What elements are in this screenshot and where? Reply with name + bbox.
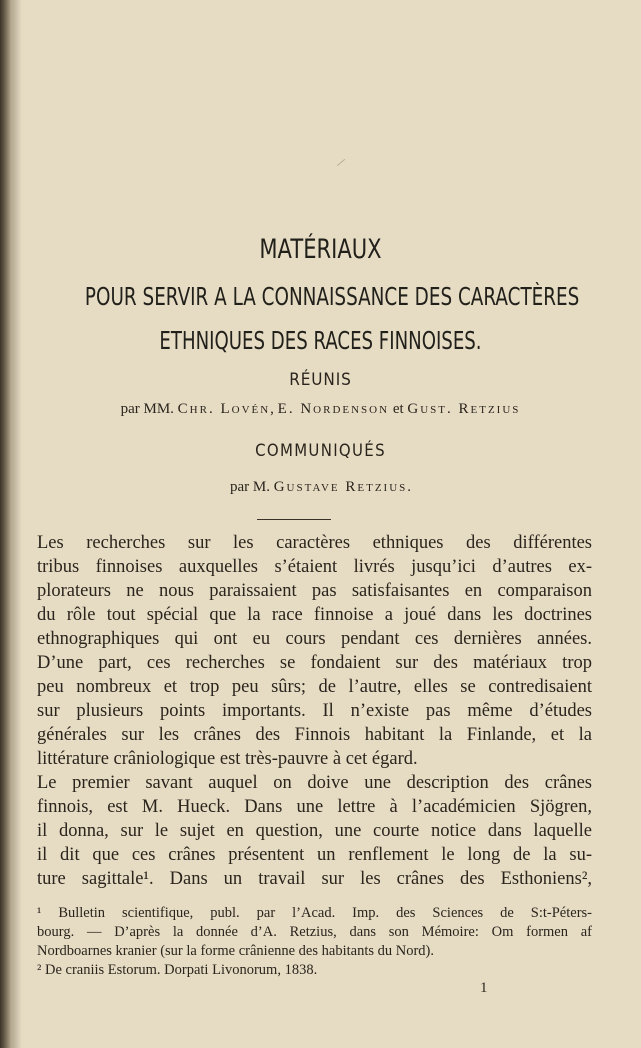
body-line: il donna, sur le sujet en question, une courte notice dans laquelle bbox=[37, 821, 592, 841]
page-number: 1 bbox=[480, 980, 488, 996]
pencil-mark bbox=[337, 159, 345, 166]
byline2-prefix: par M. bbox=[229, 479, 270, 495]
title-line-3: ETHNIQUES DES RACES FINNOISES. bbox=[159, 326, 482, 355]
authors-byline bbox=[0, 401, 641, 418]
body-line: plorateurs ne nous paraissaient pas satisfaisantes en comparaison bbox=[37, 581, 592, 601]
footnote-line: ¹ Bulletin scientifique, publ. par l’Acad. Imp. des Sciences de S:t-Péters- bbox=[37, 905, 592, 921]
byline-separator: et bbox=[389, 401, 408, 417]
divider-rule bbox=[257, 519, 331, 520]
body-line: D’une part, ces recherches se fondaient sur des matériaux trop bbox=[37, 653, 592, 673]
author-nordenson: E. Nordenson bbox=[277, 401, 390, 417]
body-line: sur plusieurs points importants. Il n’existe pas même d’études bbox=[37, 701, 592, 721]
body-line: peu nombreux et trop peu sûrs; de l’autre, elles se contredisaient bbox=[37, 677, 592, 697]
communicator-byline bbox=[0, 479, 641, 496]
footnote-line: ² De craniis Estorum. Dorpati Livonorum, 1838. bbox=[37, 962, 318, 978]
communiques-heading: COMMUNIQUÉS bbox=[255, 441, 386, 461]
author-gustave-retzius: Gustave Retzius bbox=[273, 479, 408, 495]
body-line: ethnographiques qui ont eu cours pendant ces dernières années. bbox=[37, 629, 592, 649]
author-retzius: Gust. Retzius bbox=[407, 401, 521, 417]
byline2-suffix: . bbox=[407, 479, 412, 495]
reunis-heading: RÉUNIS bbox=[289, 370, 352, 390]
body-line: Les recherches sur les caractères ethniques des différentes bbox=[37, 533, 592, 553]
body-line: ture sagittale¹. Dans un travail sur les crânes des Esthoniens², bbox=[37, 869, 592, 889]
byline-separator: , bbox=[270, 401, 278, 417]
footnote-line: Nordboarnes kranier (sur la forme crânienne des habitants du Nord). bbox=[37, 943, 434, 959]
byline-prefix: par MM. bbox=[120, 401, 174, 417]
body-line: tribus finnoises auxquelles s’étaient livrés jusqu’ici d’autres ex- bbox=[37, 557, 592, 577]
footnote-line: bourg. — D’après la donnée d’A. Retzius, dans son Mémoire: Om formen af bbox=[37, 924, 592, 940]
title-line-2: POUR SERVIR A LA CONNAISSANCE DES CARACTÈRES bbox=[84, 282, 580, 311]
body-line: du rôle tout spécial que la race finnoise a joué dans les doctrines bbox=[37, 605, 592, 625]
body-line: finnois, est M. Hueck. Dans une lettre à l’académicien Sjögren, bbox=[37, 797, 592, 817]
body-line: il dit que ces crânes présentent un renflement le long de la su- bbox=[37, 845, 592, 865]
body-line: Le premier savant auquel on doive une description des crânes bbox=[37, 773, 592, 793]
body-line: générales sur les crânes des Finnois habitant la Finlande, et la bbox=[37, 725, 592, 745]
author-loven: Chr. Lovén bbox=[177, 401, 271, 417]
title-line-1: MATÉRIAUX bbox=[259, 234, 382, 265]
body-line: littérature crâniologique est très-pauvre à cet égard. bbox=[37, 749, 418, 769]
